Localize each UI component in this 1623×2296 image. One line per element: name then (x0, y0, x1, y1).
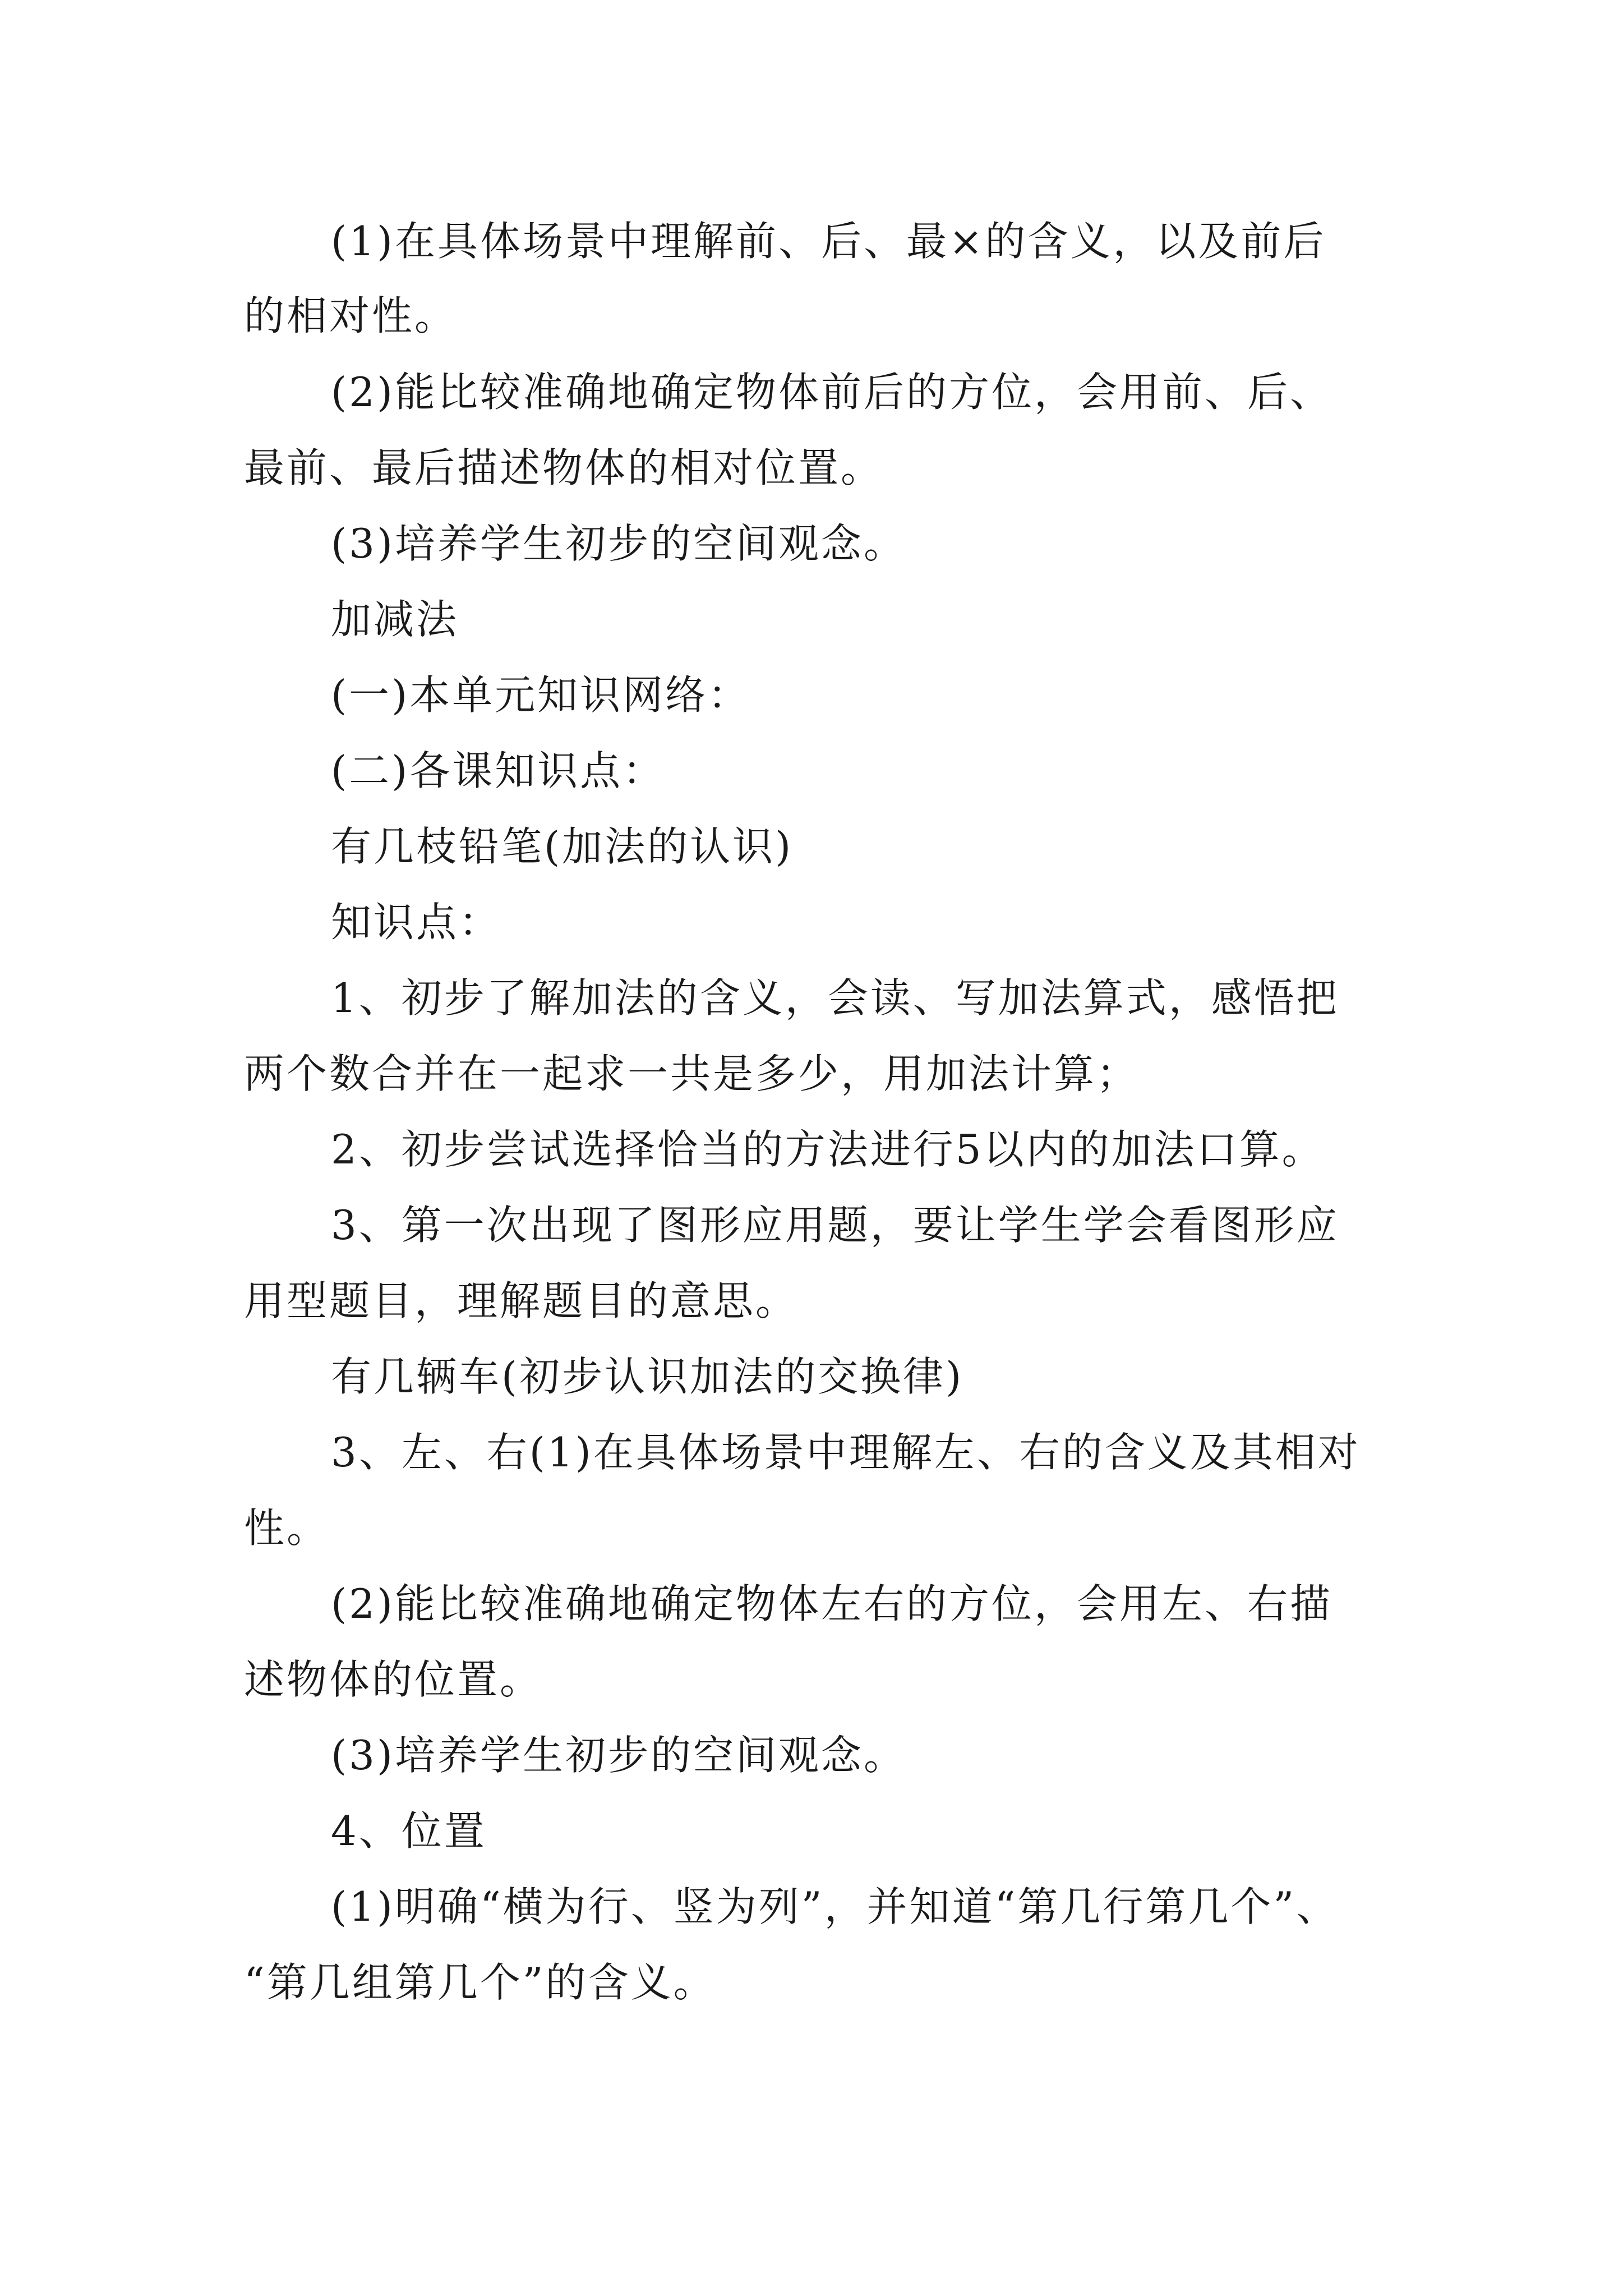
text-line: 的相对性。 (244, 292, 458, 339)
text-line: 有几枝铅笔(加法的认识) (331, 823, 794, 870)
text-line: (3)培养学生初步的空间观念。 (331, 1732, 906, 1779)
text-line: 3、第一次出现了图形应用题，要让学生学会看图形应 (331, 1202, 1339, 1249)
text-line: 性。 (244, 1504, 330, 1552)
text-line: 加减法 (331, 596, 459, 643)
text-line: 述物体的位置。 (244, 1656, 543, 1703)
text-line: 两个数合并在一起求一共是多少，用加法计算； (244, 1050, 1140, 1097)
text-line: 有几辆车(初步认识加法的交换律) (331, 1353, 964, 1400)
text-line: (2)能比较准确地确定物体前后的方位，会用前、后、 (331, 369, 1332, 416)
text-line: 最前、最后描述物体的相对位置。 (244, 444, 884, 491)
text-line: 2、初步尝试选择恰当的方法进行5以内的加法口算。 (331, 1126, 1325, 1173)
text-line: (一)本单元知识网络： (331, 671, 751, 719)
text-line: 用型题目，理解题目的意思。 (244, 1277, 799, 1324)
text-line: 4、位置 (331, 1807, 487, 1855)
text-line: 1、初步了解加法的含义，会读、写加法算式，感悟把 (331, 974, 1339, 1022)
text-line: 知识点： (331, 899, 502, 946)
text-line: (1)明确“横为行、竖为列”，并知道“第几行第几个”、 (331, 1883, 1339, 1930)
text-line: (3)培养学生初步的空间观念。 (331, 520, 906, 567)
text-line: 3、左、右(1)在具体场景中理解左、右的含义及其相对 (331, 1429, 1361, 1476)
text-line: (1)在具体场景中理解前、后、最×的含义，以及前后 (331, 218, 1326, 265)
text-line: (2)能比较准确地确定物体左右的方位，会用左、右描 (331, 1580, 1332, 1627)
text-line: (二)各课知识点： (331, 747, 666, 794)
text-line: “第几组第几个”的含义。 (244, 1959, 716, 2006)
